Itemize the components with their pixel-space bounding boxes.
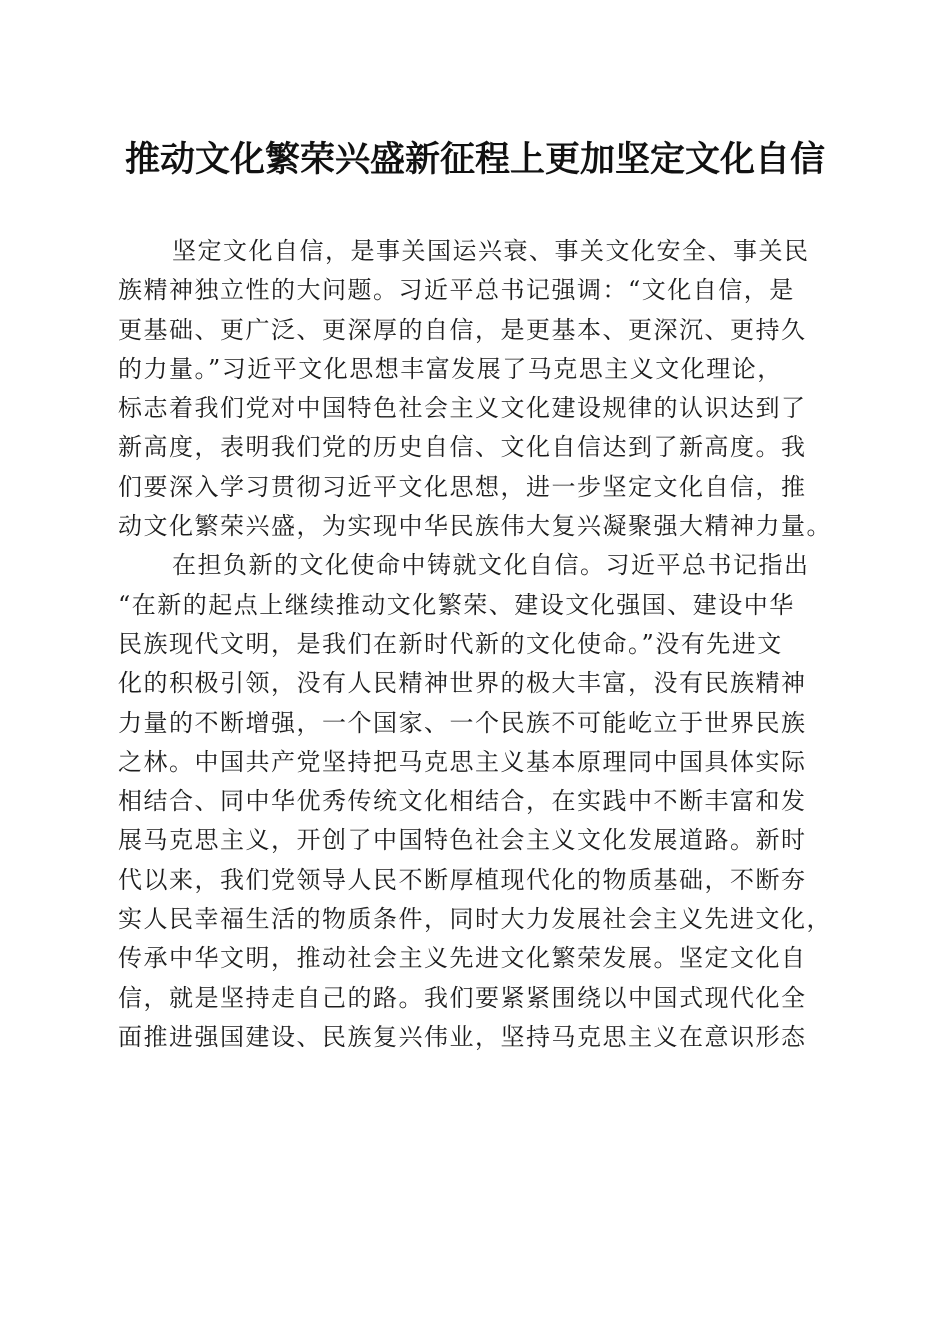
paragraph-line: 的力量。”习近平文化思想丰富发展了马克思主义文化理论，: [118, 354, 783, 383]
paragraph-line: 代以来，我们党领导人民不断厚植现代化的物质基础，不断夯: [118, 865, 807, 894]
paragraph-line: 在担负新的文化使命中铸就文化自信。习近平总书记指出: [172, 551, 810, 580]
paragraph-line: 面推进强国建设、民族复兴伟业，坚持马克思主义在意识形态: [118, 1022, 807, 1051]
paragraph-line: 标志着我们党对中国特色社会主义文化建设规律的认识达到了: [118, 394, 807, 423]
paragraph-line: 力量的不断增强，一个国家、一个民族不可能屹立于世界民族: [118, 708, 807, 737]
paragraph-1: [118, 232, 838, 546]
paragraph-2: [118, 546, 838, 1057]
paragraph-line: 之林。中国共产党坚持把马克思主义基本原理同中国具体实际: [118, 747, 807, 776]
paragraph-line: “在新的起点上继续推动文化繁荣、建设文化强国、建设中华: [118, 590, 795, 619]
paragraph-line: 更基础、更广泛、更深厚的自信，是更基本、更深沉、更持久: [118, 315, 807, 344]
paragraph-line: 族精神独立性的大问题。习近平总书记强调：“文化自信，是: [118, 276, 795, 305]
paragraph-line: 相结合、同中华优秀传统文化相结合，在实践中不断丰富和发: [118, 787, 807, 816]
document-body: [118, 232, 838, 1057]
paragraph-line: 坚定文化自信，是事关国运兴衰、事关文化安全、事关民: [172, 237, 810, 265]
document-title: 推动文化繁荣兴盛新征程上更加坚定文化自信: [124, 140, 825, 180]
paragraph-line: 新高度，表明我们党的历史自信、文化自信达到了新高度。我: [118, 433, 807, 462]
paragraph-line: 民族现代文明，是我们在新时代新的文化使命。”没有先进文: [118, 629, 783, 658]
paragraph-line: 展马克思主义，开创了中国特色社会主义文化发展道路。新时: [118, 826, 807, 855]
paragraph-line: 们要深入学习贯彻习近平文化思想，进一步坚定文化自信，推: [118, 472, 807, 501]
paragraph-line: 实人民幸福生活的物质条件，同时大力发展社会主义先进文化，: [118, 905, 832, 934]
paragraph-line: 信，就是坚持走自己的路。我们要紧紧围绕以中国式现代化全: [118, 983, 807, 1012]
paragraph-line: 化的积极引领，没有人民精神世界的极大丰富，没有民族精神: [118, 669, 807, 698]
paragraph-line: 动文化繁荣兴盛，为实现中华民族伟大复兴凝聚强大精神力量。: [118, 512, 832, 541]
paragraph-line: 传承中华文明，推动社会主义先进文化繁荣发展。坚定文化自: [118, 944, 807, 973]
